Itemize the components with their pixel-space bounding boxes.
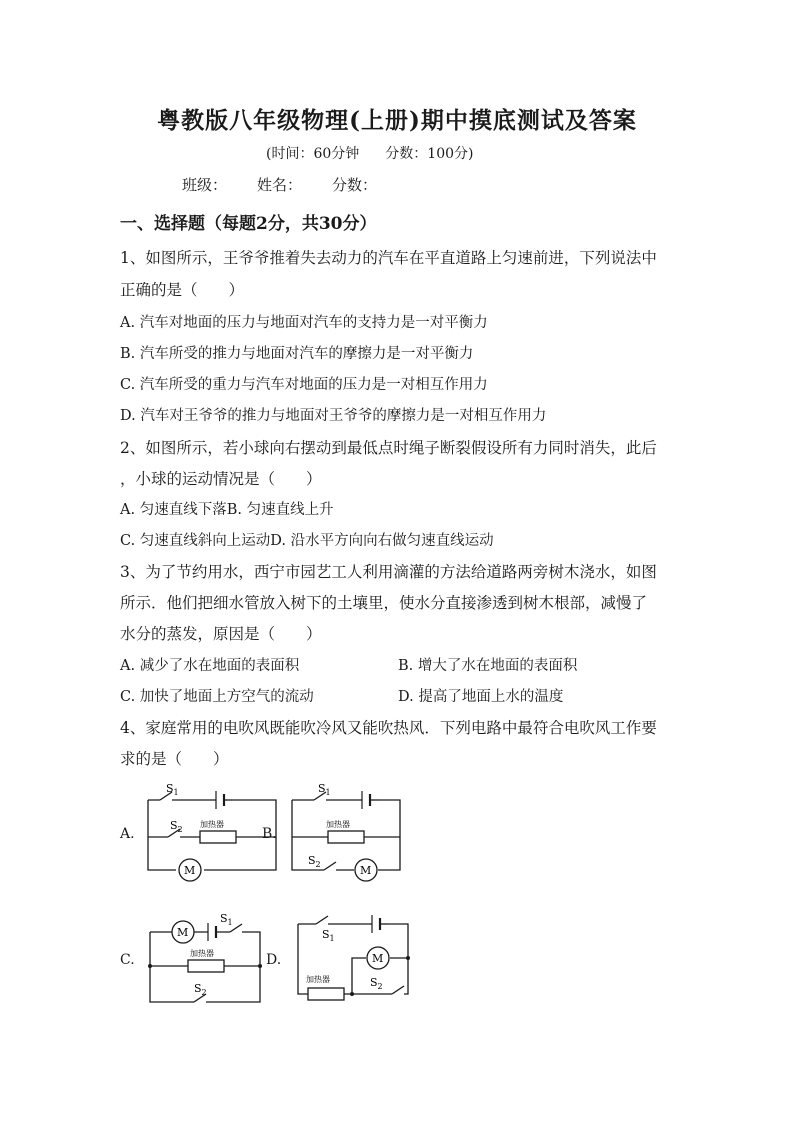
q1-option-b: B. 汽车所受的推力与地面对汽车的摩擦力是一对平衡力 [120, 346, 474, 362]
q3-stem-1: 3、为了节约用水，西宁市园艺工人利用滴灌的方法给道路两旁树木浇水，如图 [120, 563, 657, 581]
a-s1-label: $S_1$ [166, 782, 179, 797]
q4-stem-2: 求的是（ ） [120, 750, 229, 768]
exam-score: 分数：100分) [385, 146, 474, 162]
b-motor-label: M [360, 864, 372, 877]
q2-stem-2: ，小球的运动情况是（ ） [120, 470, 322, 488]
b-s2-label: $S_2$ [308, 854, 321, 869]
q1-option-a: A. 汽车对地面的压力与地面对汽车的支持力是一对平衡力 [120, 315, 488, 331]
q4-stem-1: 4、家庭常用的电吹风既能吹冷风又能吹热风．下列电路中最符合电吹风工作要 [120, 719, 657, 737]
c-s1-label: $S_1$ [220, 912, 233, 927]
c-s2-label: $S_2$ [194, 982, 207, 997]
d-s1-label: $S_1$ [322, 928, 335, 943]
q3-option-b: B. 增大了水在地面的表面积 [398, 658, 578, 674]
q3-stem-3: 水分的蒸发，原因是（ ） [120, 625, 322, 643]
q1-option-c: C. 汽车所受的重力与汽车对地面的压力是一对相互作用力 [120, 377, 488, 393]
a-heater-label: 加热器 [200, 820, 224, 829]
q1-option-d: D. 汽车对王爷爷的推力与地面对王爷爷的摩擦力是一对相互作用力 [120, 408, 547, 424]
q2-stem-1: 2、如图所示，若小球向右摆动到最低点时绳子断裂假设所有力同时消失，此后 [120, 439, 657, 457]
circuit-c-label: C. [120, 952, 135, 968]
class-field: 班级： [182, 176, 228, 194]
page-title: 粤教版八年级物理(上册)期中摸底测试及答案 [157, 107, 637, 134]
c-heater-label: 加热器 [190, 949, 214, 958]
section-heading: 一、选择题（每题2分，共30分） [120, 214, 377, 234]
circuit-a-diagram [140, 780, 285, 892]
a-s2-label: $S_2$ [170, 819, 183, 834]
c-motor-label: M [177, 926, 189, 939]
d-motor-label: M [372, 952, 384, 965]
circuit-b-label: B. [262, 826, 277, 842]
circuit-d-label: D. [266, 952, 282, 968]
circuit-c-diagram [140, 906, 270, 1012]
q2-options-ab: A. 匀速直线下落B. 匀速直线上升 [120, 502, 334, 518]
q3-stem-2: 所示．他们把细水管放入树下的土壤里，使水分直接渗透到树木根部，减慢了 [120, 594, 648, 612]
exam-meta [266, 143, 499, 163]
q3-option-a: A. 减少了水在地面的表面积 [120, 658, 300, 674]
student-info [182, 174, 407, 195]
name-field: 姓名： [257, 176, 303, 194]
d-heater-label: 加热器 [306, 975, 330, 984]
q3-option-d: D. 提高了地面上水的温度 [398, 689, 564, 705]
a-motor-label: M [184, 864, 196, 877]
exam-time: (时间：60分钟 [266, 146, 360, 162]
circuit-b-diagram [282, 780, 412, 892]
circuit-a-label: A. [120, 826, 135, 842]
b-s1-label: $S_1$ [318, 782, 331, 797]
score-field: 分数： [332, 176, 378, 194]
b-heater-label: 加热器 [326, 820, 350, 829]
q2-options-cd: C. 匀速直线斜向上运动D. 沿水平方向向右做匀速直线运动 [120, 533, 494, 549]
d-s2-label: $S_2$ [370, 976, 383, 991]
q1-stem-2: 正确的是（ ） [120, 281, 245, 299]
q3-option-c: C. 加快了地面上方空气的流动 [120, 689, 314, 705]
q1-stem-1: 1、如图所示，王爷爷推着失去动力的汽车在平直道路上匀速前进，下列说法中 [120, 249, 657, 267]
circuit-d-diagram [286, 900, 416, 1012]
